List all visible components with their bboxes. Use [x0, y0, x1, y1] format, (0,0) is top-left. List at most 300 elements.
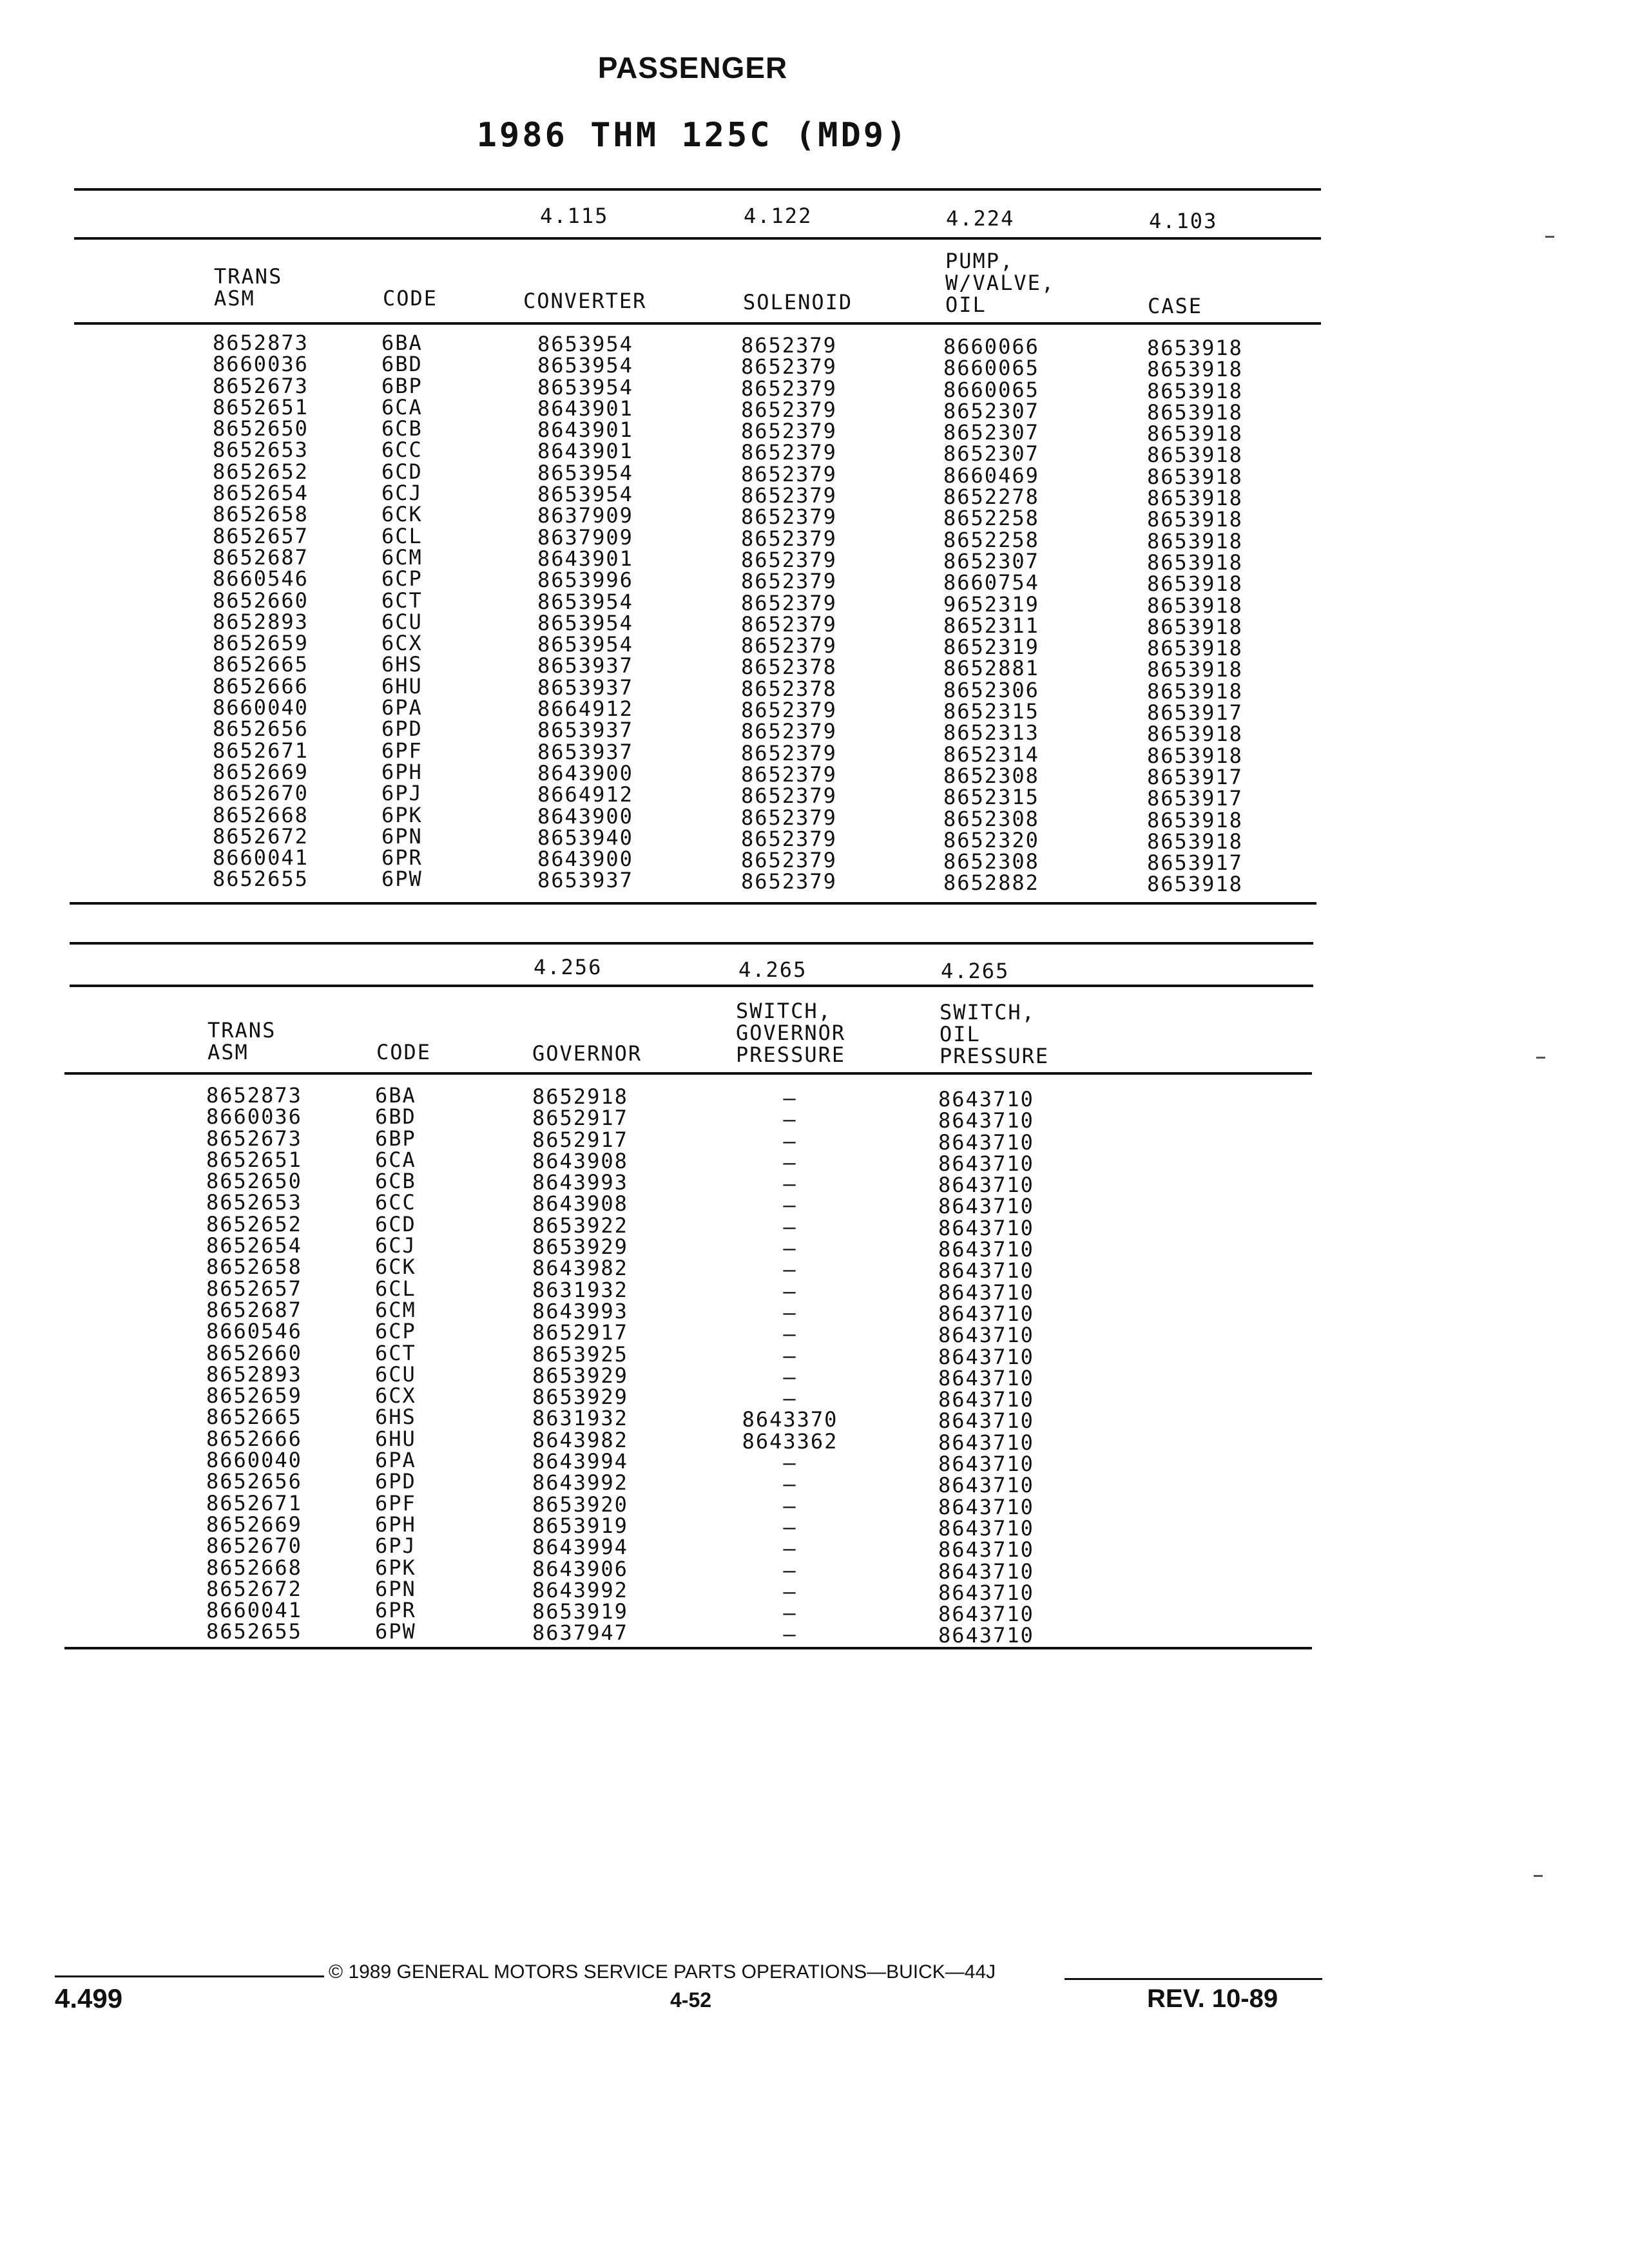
- margin-mark: [1536, 1057, 1545, 1059]
- table1-col-trans-asm-cell: 8652671: [213, 738, 309, 763]
- table1-col-converter-cell: 8653954: [537, 632, 633, 657]
- table1-col-case-cell: 8653918: [1147, 636, 1243, 661]
- table1-col-case-cell: 8653918: [1147, 378, 1243, 403]
- table1-col-code-cell: 6HS: [381, 652, 423, 677]
- table1-top-rule: [74, 188, 1321, 191]
- table2-col-switch-oil-cell: 8643710: [938, 1602, 1034, 1627]
- table1-col-trans-asm-cell: 8652657: [213, 523, 309, 548]
- table2-col-code-cell: 6PH: [375, 1512, 416, 1537]
- table1-col-pump-cell: 8652308: [943, 763, 1039, 788]
- table1-col-solenoid-cell: 8652379: [741, 505, 837, 530]
- table1-col-pump-cell: 8652882: [943, 870, 1039, 896]
- table1-col-pump-cell: 8652307: [943, 441, 1039, 466]
- table1-col-case-cell: 8653918: [1147, 443, 1243, 468]
- table2-col-switch-gov: [735, 1088, 845, 1646]
- table1-col-converter-cell: 8643901: [537, 546, 633, 571]
- table2-col-switch-gov-cell: –: [783, 1514, 797, 1539]
- table2-col-governor-cell: 8653929: [532, 1235, 628, 1260]
- table1-col-case-cell: 8653917: [1147, 786, 1243, 811]
- table1-col-pump-cell: 8660066: [943, 334, 1039, 359]
- table1-col-pump-cell: 8652307: [943, 420, 1039, 445]
- table1-col-case-cell: 8653917: [1147, 850, 1243, 876]
- table2-col-switch-gov-cell: –: [783, 1622, 797, 1647]
- table1-col-converter-cell: 8653954: [537, 353, 633, 378]
- table1-header-converter: CONVERTER: [523, 289, 647, 313]
- table2-col-switch-gov-cell: –: [783, 1579, 797, 1604]
- table1-col-pump-cell: 8652881: [943, 656, 1039, 681]
- table2-header-code: CODE: [376, 1040, 432, 1064]
- table2-col-governor-cell: 8653929: [532, 1385, 628, 1410]
- table2-col-trans-asm: [206, 1085, 302, 1643]
- table2-col-code-cell: 6HS: [375, 1405, 416, 1430]
- table2-col-trans-asm-cell: 8652669: [206, 1512, 302, 1537]
- table1-col-trans-asm-cell: 8652666: [213, 673, 309, 698]
- table1-col-trans-asm-cell: 8652651: [213, 394, 309, 419]
- table2-col-trans-asm-cell: 8652665: [206, 1405, 302, 1430]
- table2-col-governor-cell: 8643982: [532, 1427, 628, 1452]
- table2-col-switch-gov-cell: –: [783, 1086, 797, 1110]
- table2-col-code-cell: 6PN: [375, 1576, 416, 1601]
- table1-col-case-cell: 8653918: [1147, 743, 1243, 768]
- table2-col-switch-oil-cell: 8643710: [938, 1108, 1034, 1133]
- table1-col-code-cell: 6HU: [381, 673, 423, 698]
- table1-col-pump-cell: 8652311: [943, 613, 1039, 638]
- table1-col-code-cell: 6PA: [381, 695, 423, 720]
- table1-col-converter-cell: 8653954: [537, 460, 633, 485]
- table1-col-case-cell: 8653918: [1147, 421, 1243, 447]
- table2-col-switch-gov-cell: 8643362: [742, 1428, 838, 1454]
- table2-section-switch-oil: 4.265: [941, 959, 1010, 983]
- table2-col-switch-oil-cell: 8643710: [938, 1258, 1034, 1283]
- table2-col-switch-gov-cell: –: [783, 1236, 797, 1261]
- table1-header-top-rule: [74, 237, 1321, 240]
- table2-col-trans-asm-cell: 8652660: [206, 1340, 302, 1365]
- table2-col-code-cell: 6PW: [375, 1619, 416, 1644]
- margin-mark: [1534, 1875, 1543, 1877]
- table1-col-case-cell: 8653918: [1147, 829, 1243, 854]
- table1-col-pump-cell: 8652308: [943, 806, 1039, 831]
- table1-col-converter-cell: 8664912: [537, 782, 633, 807]
- table2-col-switch-gov-cell: 8643370: [742, 1407, 838, 1432]
- footer-copyright: © 1989 GENERAL MOTORS SERVICE PARTS OPERATIONS—BUICK—44J: [329, 1961, 996, 1983]
- table1-col-pump-cell: 8660469: [943, 463, 1039, 488]
- table1-col-solenoid-cell: 8652378: [741, 655, 837, 680]
- table2-col-code-cell: 6CB: [375, 1169, 416, 1194]
- table2-col-governor-cell: 8643908: [532, 1191, 628, 1216]
- table1-col-case-cell: 8653918: [1147, 572, 1243, 597]
- table1-col-pump-cell: 8652307: [943, 398, 1039, 423]
- table2-col-switch-oil-cell: 8643710: [938, 1537, 1034, 1562]
- table1-col-converter-cell: 8653996: [537, 568, 633, 593]
- table1-col-pump-cell: 8652258: [943, 506, 1039, 531]
- table1-col-trans-asm-cell: 8652668: [213, 802, 309, 827]
- table1-section-converter: 4.115: [540, 204, 609, 228]
- table2-col-trans-asm-cell: 8652670: [206, 1533, 302, 1559]
- table1-col-trans-asm-cell: 8652652: [213, 459, 309, 484]
- table2-header-switch-gov: SWITCH, GOVERNOR PRESSURE: [736, 999, 846, 1067]
- table1-col-converter-cell: 8643900: [537, 847, 633, 872]
- table1-col-pump-cell: 8652258: [943, 527, 1039, 552]
- table1-col-case-cell: 8653918: [1147, 357, 1243, 382]
- table1-col-case-cell: 8653917: [1147, 700, 1243, 726]
- table1-col-solenoid-cell: 8652379: [741, 440, 837, 465]
- table2-col-switch-oil-cell: 8643710: [938, 1452, 1034, 1477]
- table1-col-converter-cell: 8653940: [537, 825, 633, 850]
- table2-col-switch-oil-cell: 8643710: [938, 1129, 1034, 1155]
- table2-col-governor-cell: 8643993: [532, 1298, 628, 1323]
- table1-col-solenoid-cell: 8652379: [741, 783, 837, 809]
- footer-revision: REV. 10-89: [1147, 1984, 1278, 2013]
- table1-col-case-cell: 8653918: [1147, 507, 1243, 532]
- table1-col-trans-asm-cell: 8652655: [213, 867, 309, 892]
- table1-col-converter-cell: 8643901: [537, 439, 633, 464]
- table2-col-trans-asm-cell: 8652893: [206, 1361, 302, 1387]
- table2-col-trans-asm-cell: 8652652: [206, 1211, 302, 1236]
- table2-col-governor-cell: 8643994: [532, 1449, 628, 1474]
- table1-col-solenoid-cell: 8652379: [741, 397, 837, 422]
- table1-col-solenoid-cell: 8652379: [741, 333, 837, 358]
- table2-col-code-cell: 6PJ: [375, 1533, 416, 1559]
- table1-col-trans-asm-cell: 8652893: [213, 609, 309, 634]
- table2-col-switch-oil-cell: 8643710: [938, 1580, 1034, 1605]
- table2-col-code-cell: 6CA: [375, 1147, 416, 1172]
- table2-col-switch-oil-cell: 8643710: [938, 1194, 1034, 1219]
- table1-col-code-cell: 6CB: [381, 416, 423, 441]
- table1-col-solenoid-cell: 8652379: [741, 526, 837, 551]
- table2-col-switch-gov-cell: –: [783, 1107, 797, 1132]
- table2-col-switch-oil-cell: 8643710: [938, 1559, 1034, 1584]
- table2-col-switch-oil-cell: 8643710: [938, 1365, 1034, 1390]
- table2-col-switch-gov-cell: –: [783, 1171, 797, 1196]
- table2-header-top-rule: [70, 985, 1313, 987]
- table1-col-code-cell: 6CM: [381, 544, 423, 570]
- table2-col-switch-gov-cell: –: [783, 1193, 797, 1218]
- table2-col-governor-cell: 8653919: [532, 1599, 628, 1624]
- table1-col-pump-cell: 8652315: [943, 785, 1039, 810]
- table1-col-case-cell: 8653918: [1147, 528, 1243, 553]
- table1-col-case-cell: 8653918: [1147, 722, 1243, 747]
- table2-col-code: [375, 1085, 416, 1643]
- table1-col-trans-asm-cell: 8652659: [213, 631, 309, 656]
- table2-col-code-cell: 6BD: [375, 1104, 416, 1129]
- table1-header-code: CODE: [383, 286, 438, 311]
- table1-col-code-cell: 6PH: [381, 759, 423, 784]
- table1-col-solenoid-cell: 8652379: [741, 719, 837, 744]
- table1-col-pump-cell: 8652307: [943, 548, 1039, 573]
- table1-col-case-cell: 8653918: [1147, 593, 1243, 618]
- table2-col-governor-cell: 8643982: [532, 1256, 628, 1281]
- table2-col-trans-asm-cell: 8652873: [206, 1083, 302, 1108]
- table2-col-trans-asm-cell: 8652687: [206, 1297, 302, 1322]
- table1-col-pump: [943, 336, 1039, 894]
- table2-col-switch-gov-cell: –: [783, 1600, 797, 1626]
- table1-col-code-cell: 6CU: [381, 609, 423, 634]
- table2-col-governor-cell: 8652917: [532, 1106, 628, 1131]
- table1-col-solenoid-cell: 8652379: [741, 805, 837, 830]
- table1-col-solenoid-cell: 8652379: [741, 419, 837, 444]
- table2-col-governor-cell: 8652917: [532, 1320, 628, 1345]
- table1-col-code-cell: 6BP: [381, 373, 423, 398]
- table2-col-switch-oil-cell: 8643710: [938, 1173, 1034, 1198]
- table1-col-solenoid-cell: 8652379: [741, 869, 837, 894]
- table2-col-code-cell: 6CP: [375, 1319, 416, 1344]
- margin-mark: [1545, 236, 1554, 238]
- table2-col-trans-asm-cell: 8660040: [206, 1448, 302, 1473]
- table1-col-pump-cell: 8652308: [943, 849, 1039, 874]
- table2-col-governor-cell: 8637947: [532, 1620, 628, 1646]
- table1-col-solenoid-cell: 8652379: [741, 633, 837, 658]
- table1-col-converter: [537, 334, 633, 892]
- table2-col-switch-oil-cell: 8643710: [938, 1408, 1034, 1434]
- table2-col-switch-gov-cell: –: [783, 1450, 797, 1475]
- table2-col-trans-asm-cell: 8652654: [206, 1233, 302, 1258]
- table2-col-switch-oil: [938, 1089, 1034, 1647]
- table1-col-converter-cell: 8653937: [537, 718, 633, 743]
- table1-col-trans-asm-cell: 8660036: [213, 352, 309, 377]
- table2-col-trans-asm-cell: 8652673: [206, 1126, 302, 1151]
- table1-col-code-cell: 6CP: [381, 566, 423, 591]
- page-title: PASSENGER: [597, 51, 788, 84]
- table1-header-pump: PUMP, W/VALVE, OIL: [945, 249, 1055, 317]
- table1-col-trans-asm-cell: 8652687: [213, 544, 309, 570]
- table1-col-solenoid-cell: 8652379: [741, 740, 837, 765]
- table2-col-trans-asm-cell: 8652666: [206, 1426, 302, 1451]
- footer-rule-right: [1065, 1978, 1322, 1980]
- table2-col-governor-cell: 8643992: [532, 1577, 628, 1602]
- table1-col-converter-cell: 8653954: [537, 610, 633, 635]
- table2-col-trans-asm-cell: 8652657: [206, 1276, 302, 1301]
- table2-col-trans-asm-cell: 8660036: [206, 1104, 302, 1129]
- table1-col-case-cell: 8653918: [1147, 614, 1243, 639]
- table1-col-trans-asm-cell: 8652673: [213, 373, 309, 398]
- table1-col-trans-asm-cell: 8652658: [213, 502, 309, 527]
- table1-col-trans-asm-cell: 8652670: [213, 781, 309, 806]
- table1-col-trans-asm-cell: 8660546: [213, 566, 309, 591]
- table2-col-switch-gov-cell: –: [783, 1557, 797, 1582]
- table1-col-solenoid-cell: 8652379: [741, 611, 837, 637]
- table1-col-case-cell: 8653917: [1147, 764, 1243, 789]
- table1-col-solenoid-cell: 8652379: [741, 826, 837, 851]
- table2-col-governor-cell: 8653925: [532, 1341, 628, 1367]
- table2-col-trans-asm-cell: 8652668: [206, 1555, 302, 1580]
- table1-col-converter-cell: 8653937: [537, 739, 633, 764]
- table2-col-switch-oil-cell: 8643710: [938, 1344, 1034, 1369]
- table1-col-case-cell: 8653918: [1147, 657, 1243, 682]
- table2-header-governor: GOVERNOR: [532, 1041, 642, 1066]
- table2-col-governor-cell: 8653919: [532, 1513, 628, 1538]
- table1-col-converter-cell: 8653937: [537, 868, 633, 893]
- table2-col-code-cell: 6CU: [375, 1361, 416, 1387]
- table1-col-case-cell: 8653918: [1147, 336, 1243, 360]
- footer-section-number: 4.499: [55, 1983, 123, 2013]
- table2-section-governor: 4.256: [534, 955, 602, 979]
- table2-col-switch-oil-cell: 8643710: [938, 1494, 1034, 1519]
- table2-bottom-rule: [64, 1647, 1312, 1649]
- table1-col-trans-asm-cell: 8652873: [213, 331, 309, 355]
- table2-col-governor-cell: 8643993: [532, 1170, 628, 1195]
- table2-col-governor-cell: 8653929: [532, 1363, 628, 1388]
- table1-col-trans-asm-cell: 8652654: [213, 481, 309, 506]
- table2-col-switch-gov-cell: –: [783, 1472, 797, 1497]
- table2-col-governor: [532, 1086, 628, 1644]
- table1-col-solenoid-cell: 8652379: [741, 698, 837, 723]
- table1-col-code-cell: 6PW: [381, 867, 423, 892]
- table2-col-switch-gov-cell: –: [783, 1493, 797, 1518]
- table2-top-rule: [70, 942, 1313, 945]
- table1-col-pump-cell: 8652320: [943, 827, 1039, 852]
- table1-col-case: [1147, 338, 1243, 896]
- table1-col-converter-cell: 8643901: [537, 418, 633, 443]
- table1-col-pump-cell: 8652278: [943, 485, 1039, 510]
- table2-col-switch-oil-cell: 8643710: [938, 1430, 1034, 1455]
- table2-col-code-cell: 6PK: [375, 1555, 416, 1580]
- table2-col-switch-oil-cell: 8643710: [938, 1623, 1034, 1648]
- table2-col-code-cell: 6CT: [375, 1340, 416, 1365]
- table2-col-governor-cell: 8643908: [532, 1148, 628, 1173]
- table2-col-switch-gov-cell: –: [783, 1128, 797, 1153]
- table2-col-governor-cell: 8643994: [532, 1535, 628, 1560]
- table1-col-converter-cell: 8664912: [537, 697, 633, 722]
- table1-col-case-cell: 8653918: [1147, 807, 1243, 832]
- table1-col-case-cell: 8653918: [1147, 872, 1243, 897]
- table1-header-trans-asm: TRANS ASM: [214, 264, 283, 311]
- table1-col-solenoid-cell: 8652378: [741, 676, 837, 701]
- table1-col-solenoid-cell: 8652379: [741, 354, 837, 380]
- table1-col-converter-cell: 8653954: [537, 482, 633, 507]
- footer-rule-left: [55, 1975, 324, 1977]
- table1-col-code-cell: 6PR: [381, 845, 423, 870]
- table1-col-code-cell: 6CD: [381, 459, 423, 484]
- table2-col-trans-asm-cell: 8652651: [206, 1147, 302, 1172]
- table2-col-switch-gov-cell: –: [783, 1214, 797, 1239]
- table2-col-switch-gov-cell: –: [783, 1300, 797, 1325]
- table1-col-solenoid-cell: 8652379: [741, 569, 837, 594]
- table2-header-bottom-rule: [64, 1072, 1312, 1075]
- table1-col-trans-asm-cell: 8652656: [213, 716, 309, 742]
- table2-col-trans-asm-cell: 8652671: [206, 1490, 302, 1515]
- table1-col-code-cell: 6CL: [381, 523, 423, 548]
- table1-col-pump-cell: 8652319: [943, 635, 1039, 660]
- table1-col-converter-cell: 8637909: [537, 524, 633, 550]
- table2-col-governor-cell: 8653922: [532, 1213, 628, 1238]
- table1-col-pump-cell: 8652306: [943, 677, 1039, 702]
- table2-col-code-cell: 6CM: [375, 1297, 416, 1322]
- table2-header-switch-oil: SWITCH, OIL PRESSURE: [940, 1000, 1050, 1068]
- table1-col-code-cell: 6CT: [381, 588, 423, 613]
- table2-col-switch-gov-cell: –: [783, 1536, 797, 1561]
- table1-col-solenoid-cell: 8652379: [741, 483, 837, 508]
- table2-col-trans-asm-cell: 8652672: [206, 1576, 302, 1601]
- table2-col-switch-oil-cell: 8643710: [938, 1151, 1034, 1176]
- table2-col-code-cell: 6BA: [375, 1083, 416, 1108]
- table1-col-converter-cell: 8653937: [537, 653, 633, 678]
- table1-col-trans-asm-cell: 8660040: [213, 695, 309, 720]
- table1-col-code-cell: 6PF: [381, 738, 423, 763]
- table1-col-solenoid-cell: 8652379: [741, 547, 837, 572]
- table1-col-code-cell: 6BA: [381, 331, 423, 355]
- page-subtitle: 1986 THM 125C (MD9): [476, 116, 909, 155]
- table2-section-switch-gov: 4.265: [738, 957, 807, 982]
- table1-col-code-cell: 6BD: [381, 352, 423, 377]
- table2-col-switch-gov-cell: –: [783, 1321, 797, 1347]
- table2-col-governor-cell: 8652918: [532, 1084, 628, 1109]
- table1-col-solenoid-cell: 8652379: [741, 848, 837, 873]
- table2-col-switch-oil-cell: 8643710: [938, 1215, 1034, 1240]
- table1-col-converter-cell: 8653954: [537, 332, 633, 356]
- table1-col-case-cell: 8653918: [1147, 464, 1243, 489]
- table1-col-pump-cell: 9652319: [943, 591, 1039, 617]
- table1-col-case-cell: 8653918: [1147, 678, 1243, 704]
- table2-col-trans-asm-cell: 8652659: [206, 1383, 302, 1408]
- table1-col-pump-cell: 8660065: [943, 356, 1039, 381]
- table1-col-pump-cell: 8660754: [943, 570, 1039, 595]
- table1-col-pump-cell: 8652314: [943, 742, 1039, 767]
- table1-section-pump: 4.224: [946, 206, 1015, 231]
- table2-col-trans-asm-cell: 8652656: [206, 1469, 302, 1494]
- table2-col-switch-gov-cell: –: [783, 1257, 797, 1282]
- table2-col-code-cell: 6PF: [375, 1490, 416, 1515]
- table2-col-switch-oil-cell: 8643710: [938, 1473, 1034, 1498]
- table1-col-pump-cell: 8652315: [943, 699, 1039, 724]
- table1-col-converter-cell: 8643900: [537, 760, 633, 785]
- table1-col-code-cell: 6CX: [381, 631, 423, 656]
- table2-col-code-cell: 6CJ: [375, 1233, 416, 1258]
- table1-col-trans-asm-cell: 8660041: [213, 845, 309, 870]
- table1-col-solenoid: [741, 335, 837, 893]
- table2-col-switch-oil-cell: 8643710: [938, 1323, 1034, 1348]
- table1-col-solenoid-cell: 8652379: [741, 461, 837, 486]
- table1-col-case-cell: 8653918: [1147, 486, 1243, 511]
- table1-col-pump-cell: 8652313: [943, 720, 1039, 745]
- table2-col-governor-cell: 8652917: [532, 1127, 628, 1152]
- table1-header-case: CASE: [1148, 294, 1203, 318]
- table1-col-code-cell: 6PD: [381, 716, 423, 742]
- table1-col-solenoid-cell: 8652379: [741, 376, 837, 401]
- table2-col-trans-asm-cell: 8660546: [206, 1319, 302, 1344]
- table1-bottom-rule: [70, 902, 1316, 905]
- table2-col-trans-asm-cell: 8652653: [206, 1190, 302, 1215]
- table1-col-case-cell: 8653918: [1147, 399, 1243, 425]
- table2-col-governor-cell: 8643906: [532, 1556, 628, 1581]
- table1-section-case: 4.103: [1149, 209, 1218, 233]
- table1-header-bottom-rule: [74, 322, 1321, 325]
- table1-col-solenoid-cell: 8652379: [741, 590, 837, 615]
- table2-col-code-cell: 6HU: [375, 1426, 416, 1451]
- table2-col-switch-oil-cell: 8643710: [938, 1301, 1034, 1326]
- table1-col-converter-cell: 8653954: [537, 374, 633, 399]
- table1-col-code-cell: 6PN: [381, 823, 423, 849]
- table1-col-code-cell: 6CA: [381, 394, 423, 419]
- table2-col-code-cell: 6CC: [375, 1190, 416, 1215]
- table1-header-solenoid: SOLENOID: [743, 290, 853, 314]
- table2-header-trans-asm: TRANS ASM: [207, 1018, 276, 1064]
- table2-col-switch-gov-cell: –: [783, 1386, 797, 1411]
- table2-col-code-cell: 6PA: [375, 1448, 416, 1473]
- table2-col-switch-oil-cell: 8643710: [938, 1387, 1034, 1412]
- table1-col-trans-asm: [213, 332, 309, 890]
- table2-col-code-cell: 6CD: [375, 1211, 416, 1236]
- table1-col-trans-asm-cell: 8652660: [213, 588, 309, 613]
- table2-col-switch-oil-cell: 8643710: [938, 1087, 1034, 1111]
- table2-col-trans-asm-cell: 8652658: [206, 1254, 302, 1280]
- table2-col-code-cell: 6CK: [375, 1254, 416, 1280]
- table1-col-converter-cell: 8637909: [537, 503, 633, 528]
- table1-col-solenoid-cell: 8652379: [741, 762, 837, 787]
- table2-col-switch-oil-cell: 8643710: [938, 1515, 1034, 1541]
- table2-col-code-cell: 6PR: [375, 1598, 416, 1623]
- table2-col-switch-oil-cell: 8643710: [938, 1280, 1034, 1305]
- table1-col-case-cell: 8653918: [1147, 550, 1243, 575]
